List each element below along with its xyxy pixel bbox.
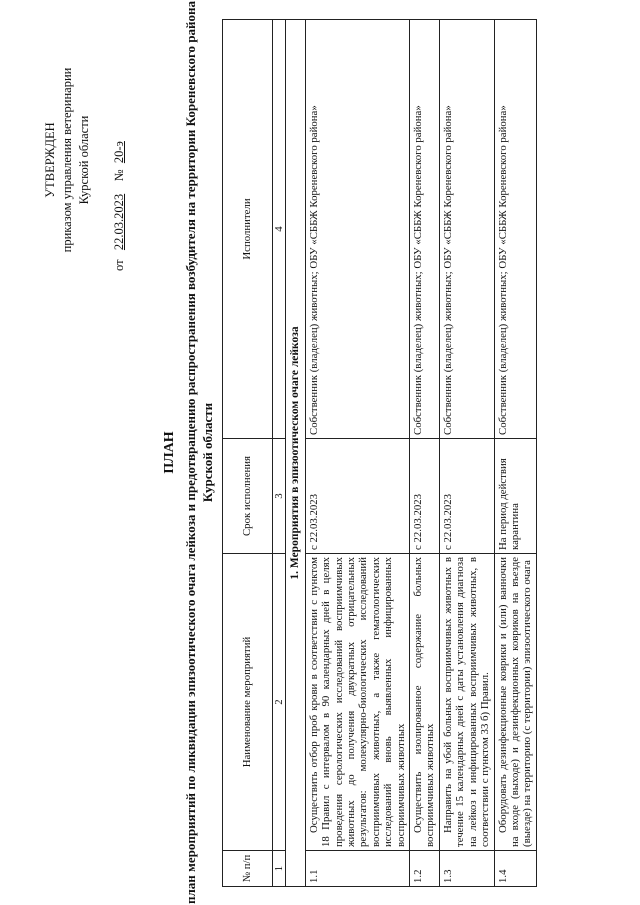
row-executor: Собственник (владелец) животных; ОБУ «СББЖ Кореневского района» <box>439 20 494 439</box>
column-numbers-row <box>273 20 286 887</box>
row-number: 1.3 <box>439 851 494 887</box>
document-title: ПЛАН <box>162 431 177 474</box>
approval-date-line <box>111 35 128 285</box>
table-row <box>439 20 494 887</box>
row-action: Оборудовать дезинфекционные коврики и (или) ванночки на входе (выходе) и дезинфекционных ковриков на въезде (выезде) на территорию (с территории) эпизоотического очага <box>494 554 536 851</box>
row-number: 1.4 <box>494 851 536 887</box>
header-action: Наименование мероприятий <box>223 554 273 851</box>
approval-authority: приказом управления ветеринарии <box>60 67 74 253</box>
row-number: 1.2 <box>410 851 440 887</box>
row-term: с 22.03.2023 <box>410 439 440 554</box>
approval-heading: УТВЕРЖДЕН <box>43 122 57 198</box>
section-row <box>286 20 305 887</box>
row-number: 1.1 <box>305 851 409 887</box>
approval-date-prefix: от <box>112 259 126 271</box>
document-subtitle: план мероприятий по ликвидации эпизоотического очага лейкоза и предотвращению распространения возбудителя на территории Кореневского района Курской области <box>183 1 215 904</box>
approval-number-prefix: № <box>112 169 126 182</box>
approval-region: Курской области <box>77 115 91 205</box>
column-number: 2 <box>273 554 286 851</box>
row-executor: Собственник (владелец) животных; ОБУ «СББЖ Кореневского района» <box>305 20 409 439</box>
section-title: 1. Мероприятия в эпизоотическом очаге лейкоза <box>286 20 305 887</box>
row-action: Осуществить изолированное содержание больных восприимчивых животных <box>410 554 440 851</box>
approval-date: 22.03.2023 <box>112 193 126 251</box>
column-number: 4 <box>273 20 286 439</box>
table-row <box>410 20 440 887</box>
table-row <box>494 20 536 887</box>
row-executor: Собственник (владелец) животных; ОБУ «СББЖ Кореневского района» <box>410 20 440 439</box>
header-executor: Исполнители <box>223 20 273 439</box>
header-term: Срок исполнения <box>223 439 273 554</box>
row-term: На период действия карантина <box>494 439 536 554</box>
row-action: Направить на убой больных восприимчивых животных в течение 15 календарных дней с даты установления диагноза на лейкоз и инфицированных восприимчивых животных, в соответствии с пунктом 33 б) Правил. <box>439 554 494 851</box>
row-term: с 22.03.2023 <box>305 439 409 554</box>
table-header-row <box>223 20 273 887</box>
row-term: с 22.03.2023 <box>439 439 494 554</box>
column-number: 1 <box>273 851 286 887</box>
approval-stamp <box>42 35 128 285</box>
row-executor: Собственник (владелец) животных; ОБУ «СББЖ Кореневского района» <box>494 20 536 439</box>
header-number: № п/п <box>223 851 273 887</box>
row-action: Осуществить отбор проб крови в соответствии с пунктом 18 Правил с интервалом в 90 календарных дней в целях проведения серологических исследований восприимчивых животных до получения двукратных отрицательных результатов: молекулярно-биологических исследований восприимчивых животных, а также гематологических исследований вновь выявленных инфицированных восприимчивых животных <box>305 554 409 851</box>
plan-table <box>222 19 537 887</box>
column-number: 3 <box>273 439 286 554</box>
table-row <box>305 20 409 887</box>
approval-number: 20-э <box>112 141 126 164</box>
